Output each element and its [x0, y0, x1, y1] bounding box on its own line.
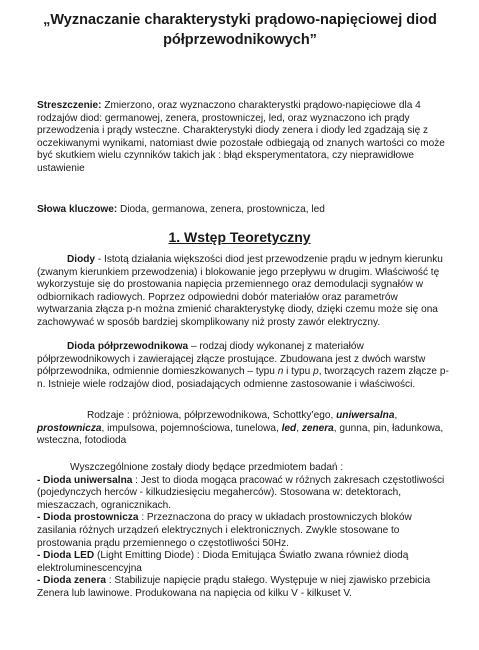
- rodzaje-prostownicza: prostownicza: [37, 422, 102, 434]
- rodzaje-text-3: , impulsowa, pojemnościowa, tunelowa,: [101, 422, 282, 434]
- keywords-label: Słowa kluczowe:: [37, 204, 118, 215]
- list-intro: Wyszczególnione zostały diody będące przedmiotem badań :: [70, 462, 344, 473]
- title-line-1: „Wyznaczanie charakterystyki prądowo-napięciowej diod: [43, 12, 437, 28]
- n-type: n: [277, 366, 284, 378]
- list-item-prostownicza: - Dioda prostownicza : Przeznaczona do pracy w układach prostowniczych bloków zasilania różnych urządzeń elektrycznych i elektronicznych. Zwykle stosowane to prostowania prądu przemiennego o częstotliwości 50Hz.: [37, 512, 412, 549]
- title-line-2: półprzewodnikowych”: [163, 32, 317, 48]
- polprzewodnikowa-term: Dioda półprzewodnikowa: [67, 341, 189, 352]
- list-item-zenera: - Dioda zenera : Stabilizuje napięcie prądu stałego. Występuje w niej zjawisko przebicia Zenera lub lawinowe. Produkowana na napięcia od kilku V - kilkuset V.: [37, 575, 431, 599]
- polprzewodnikowa-paragraph: [37, 341, 451, 391]
- p-type: p: [313, 366, 319, 378]
- rodzaje-text-1: Rodzaje : próżniowa, półprzewodnikowa, Schottky’ego,: [87, 410, 337, 421]
- keywords-text: Dioda, germanowa, zenera, prostownicza, led: [117, 204, 325, 215]
- list-item-led: - Dioda LED (Light Emitting Diode) : Dioda Emitująca Światło zwana również diodą elektroluminescencyjna: [37, 550, 409, 574]
- abstract-label: Streszczenie:: [37, 100, 102, 111]
- polprzewodnikowa-text-1: – rodzaj diody wykonanej z materiałów półprzewodnikowych i zawierającej złącze prostujące. Zbudowana jest z dwóch warstw półprzewodnika, odmiennie domieszkowanych – typu: [37, 341, 426, 378]
- rodzaje-uniwersalna: uniwersalna: [336, 410, 395, 421]
- diody-text: - Istotą działania większości diod jest przewodzenie prądu w jednym kierunku (zwanym kierunkiem przewodzenia) i blokowanie jego przepływu w drugim. Właściwość tę wykorzystuje się do prostowania napięcia przemiennego oraz demodulacji sygnałów w odbiornikach radiowych. Poprzez odpowiedni dobór materiałów oraz parametrów wytwarzania złącza p-n można zmienić charakterystykę diody, dzięki czemu może się ona zachowywać w sposób bardziej skomplikowany niż prosty zawór elektryczny.: [37, 254, 443, 328]
- rodzaje-led: led: [281, 422, 297, 434]
- keywords-paragraph: [37, 204, 451, 217]
- rodzaje-paragraph: [37, 410, 451, 448]
- rodzaje-text-5: , gunna, pin, ładunkowa, wsteczna, fotodioda: [37, 422, 444, 447]
- studied-diodes-list: [37, 462, 451, 601]
- section-heading-text: 1. Wstęp Teoretyczny: [168, 229, 311, 245]
- list-item-uniwersalna: - Dioda uniwersalna : Jest to dioda mogąca pracować w różnych zakresach częstotliwości (pojedynczych herców - kilkudziesięciu megaherców). Stosowana w: detektorach, mieszaczach, ogranicznikach.: [37, 474, 445, 511]
- diody-paragraph: [37, 254, 451, 330]
- rodzaje-text-2: ,: [394, 410, 398, 421]
- document-title: [30, 10, 450, 50]
- section-heading: [0, 229, 479, 245]
- abstract-text: Zmierzono, oraz wyznaczono charakterystki prądowo-napięciowe dla 4 rodzajów diod: germanowej, zenera, prostowniczej, led, oraz wyznaczono ich prądy przewodzenia i prądy wsteczne. Charakterystyki diody zenera i diody led zgadzają się z oczekiwanymi wynikami, natomiast dwie pozostałe odbiegają od znanych wartości co może być skutkiem wielu czynników takich jak : błąd eksperymentatora, czy nieprawidłowe ustawienie: [37, 100, 445, 174]
- rodzaje-zenera: zenera: [301, 422, 334, 434]
- diody-term: Diody: [67, 254, 96, 265]
- polprzewodnikowa-text-3: , tworzących razem złącze p-n. Istnieje wiele rodzajów diod, posiadających odmienne zastosowanie i właściwości.: [37, 366, 449, 390]
- polprzewodnikowa-text-2: i typu: [283, 366, 314, 378]
- rodzaje-text-4: ,: [296, 422, 302, 434]
- abstract-paragraph: [37, 100, 451, 176]
